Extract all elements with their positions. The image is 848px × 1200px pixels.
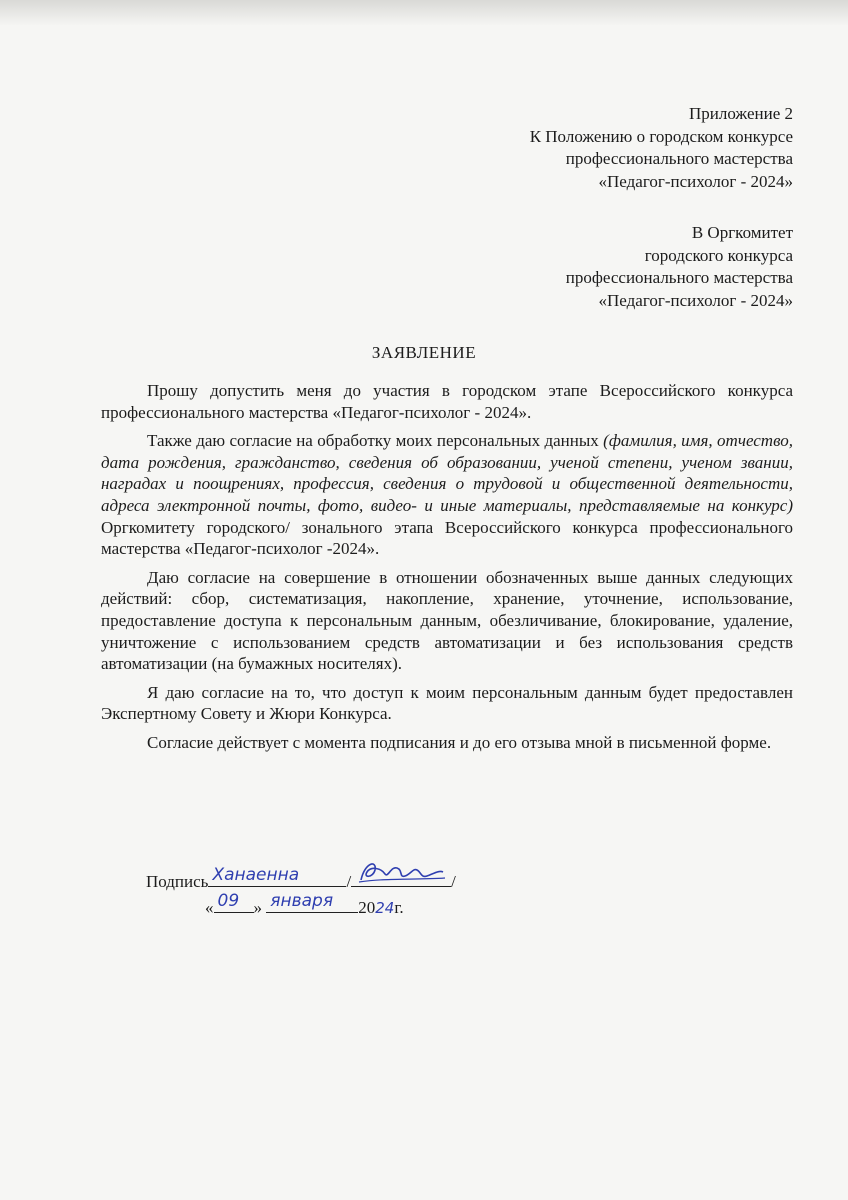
consent-text-end: Оргкомитету городского/ зонального этапа Всероссийского конкурса профессионального мастерства «Педагог-психолог -2024». bbox=[101, 517, 793, 559]
signature-line bbox=[146, 865, 456, 892]
paragraph-request: Прошу допустить меня до участия в городском этапе Всероссийского конкурса профессионального мастерства «Педагог-психолог - 2024». bbox=[101, 381, 793, 422]
handwritten-month: января bbox=[270, 891, 334, 911]
handwritten-day: 09 bbox=[217, 891, 240, 911]
addressee-line-1: В Оргкомитет bbox=[691, 223, 793, 242]
date-day-field bbox=[214, 891, 254, 913]
document-title: ЗАЯВЛЕНИЕ bbox=[371, 343, 477, 362]
handwritten-signature bbox=[355, 856, 447, 886]
date-close-quote: » bbox=[253, 898, 262, 917]
consent-text-start: Также даю согласие на обработку моих персональных данных bbox=[147, 431, 604, 451]
paragraph-access: Я даю согласие на то, что доступ к моим персональным данным будет предоставлен Экспертному Совету и Жюри Конкурса. bbox=[101, 682, 793, 724]
date-year-prefix: 20 bbox=[358, 898, 376, 917]
attachment-line-3: профессионального мастерства bbox=[565, 149, 793, 168]
date-line bbox=[205, 891, 404, 918]
date-open-quote: « bbox=[205, 898, 214, 917]
paragraph-consent bbox=[101, 430, 793, 560]
addressee-block bbox=[273, 222, 793, 312]
attachment-line-2: К Положению о городском конкурсе bbox=[529, 126, 793, 146]
paragraph-actions: Даю согласие на совершение в отношении обозначенных выше данных следующих действий: сбор, систематизация, накопление, хранение, уточнение, использование, предоставление доступа к персональным данным, обезличивание, блокирование, удаление, уничтожение с использованием средств автоматизации и без использования средств автоматизации (на бумажных носителях). bbox=[101, 567, 793, 674]
signature-field bbox=[351, 868, 451, 887]
date-month-field bbox=[266, 891, 358, 913]
addressee-line-4: «Педагог-психолог - 2024» bbox=[598, 290, 793, 310]
attachment-line-1: Приложение 2 bbox=[689, 104, 793, 123]
addressee-line-2: городского конкурса bbox=[644, 245, 793, 265]
attachment-line-4: «Педагог-психолог - 2024» bbox=[598, 171, 793, 191]
signature-name-field bbox=[208, 865, 346, 887]
document-body bbox=[101, 380, 793, 761]
consent-data-list: (фамилия, имя, отчество, дата рождения, гражданство, сведения об образовании, ученой степени, ученом звании, наградах и поощрениях, профессия, сведения о трудовой и общественной деятельности, адреса электронной почты, фото, видео- и иные материалы, представляемые на конкурс) bbox=[101, 431, 793, 515]
scan-shadow bbox=[0, 0, 848, 26]
handwritten-name: Ханаенна bbox=[212, 865, 300, 885]
signature-separator-2: / bbox=[451, 872, 456, 891]
signature-label: Подпись bbox=[146, 872, 209, 891]
paragraph-validity: Согласие действует с момента подписания и до его отзыва мной в письменной форме. bbox=[147, 732, 772, 752]
attachment-header bbox=[273, 103, 793, 193]
addressee-line-3: профессионального мастерства bbox=[565, 268, 793, 287]
signature-separator-1: / bbox=[346, 872, 352, 891]
handwritten-year: 24 bbox=[375, 899, 395, 917]
date-year-unit: г. bbox=[394, 898, 404, 917]
